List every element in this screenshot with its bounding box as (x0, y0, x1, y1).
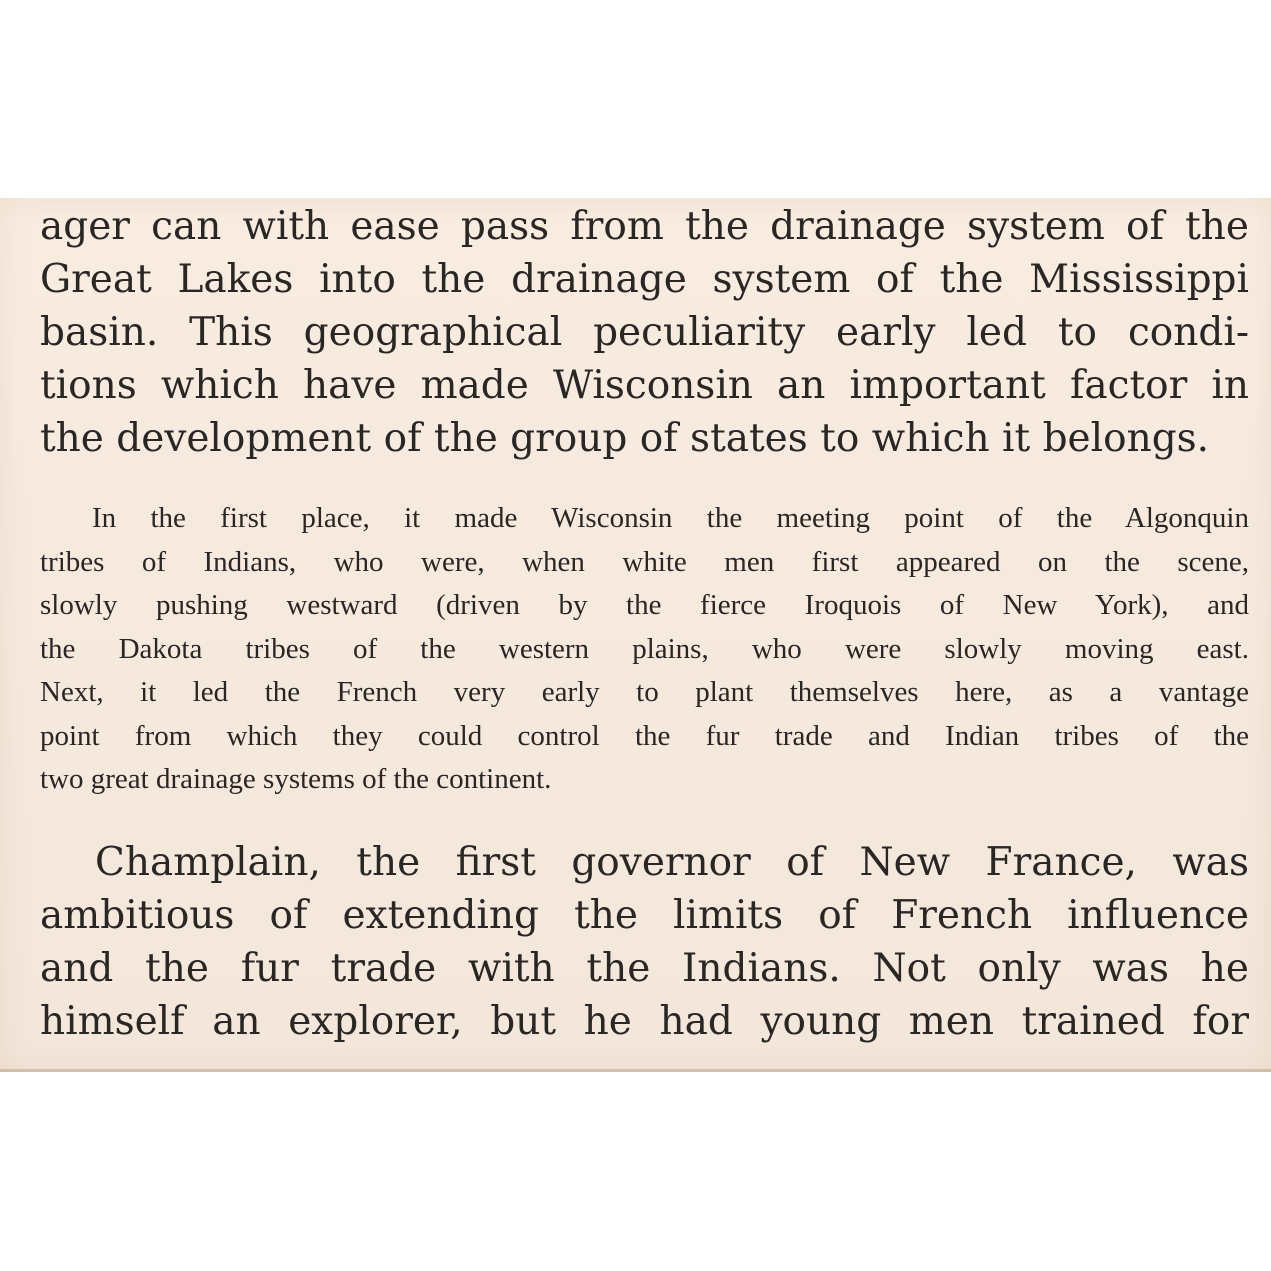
text-line: Champlain, the first governor of New France, was (95, 840, 1249, 885)
text-line: basin. This geographical peculiarity early led to condi- (40, 310, 1249, 355)
paragraph-champlain (40, 836, 1249, 1048)
paragraph-geography (40, 200, 1249, 465)
text-line: the development of the group of states to which it belongs. (40, 416, 1210, 461)
text-line: the Dakota tribes of the western plains, who were slowly moving east. (40, 632, 1249, 665)
text-line: ambitious of extending the limits of French influence (40, 893, 1249, 938)
text-line: ager can with ease pass from the drainage system of the (40, 204, 1249, 249)
text-line: In the first place, it made Wisconsin the meeting point of the Algonquin (92, 502, 1249, 534)
text-line: Great Lakes into the drainage system of the Mississippi (40, 257, 1249, 302)
text-line: point from which they could control the fur trade and Indian tribes of the (40, 719, 1249, 752)
text-line: two great drainage systems of the continent. (40, 763, 552, 795)
text-line: and the fur trade with the Indians. Not only was he (40, 946, 1249, 991)
text-line: tribes of Indians, who were, when white men first appeared on the scene, (40, 545, 1249, 578)
text-line: himself an explorer, but he had young men trained for (40, 999, 1249, 1044)
paragraph-tribes (40, 497, 1249, 802)
text-line: slowly pushing westward (driven by the fierce Iroquois of New York), and (40, 589, 1249, 621)
text-line: Next, it led the French very early to plant themselves here, as a vantage (40, 676, 1249, 708)
text-line: tions which have made Wisconsin an important factor in (40, 363, 1249, 408)
